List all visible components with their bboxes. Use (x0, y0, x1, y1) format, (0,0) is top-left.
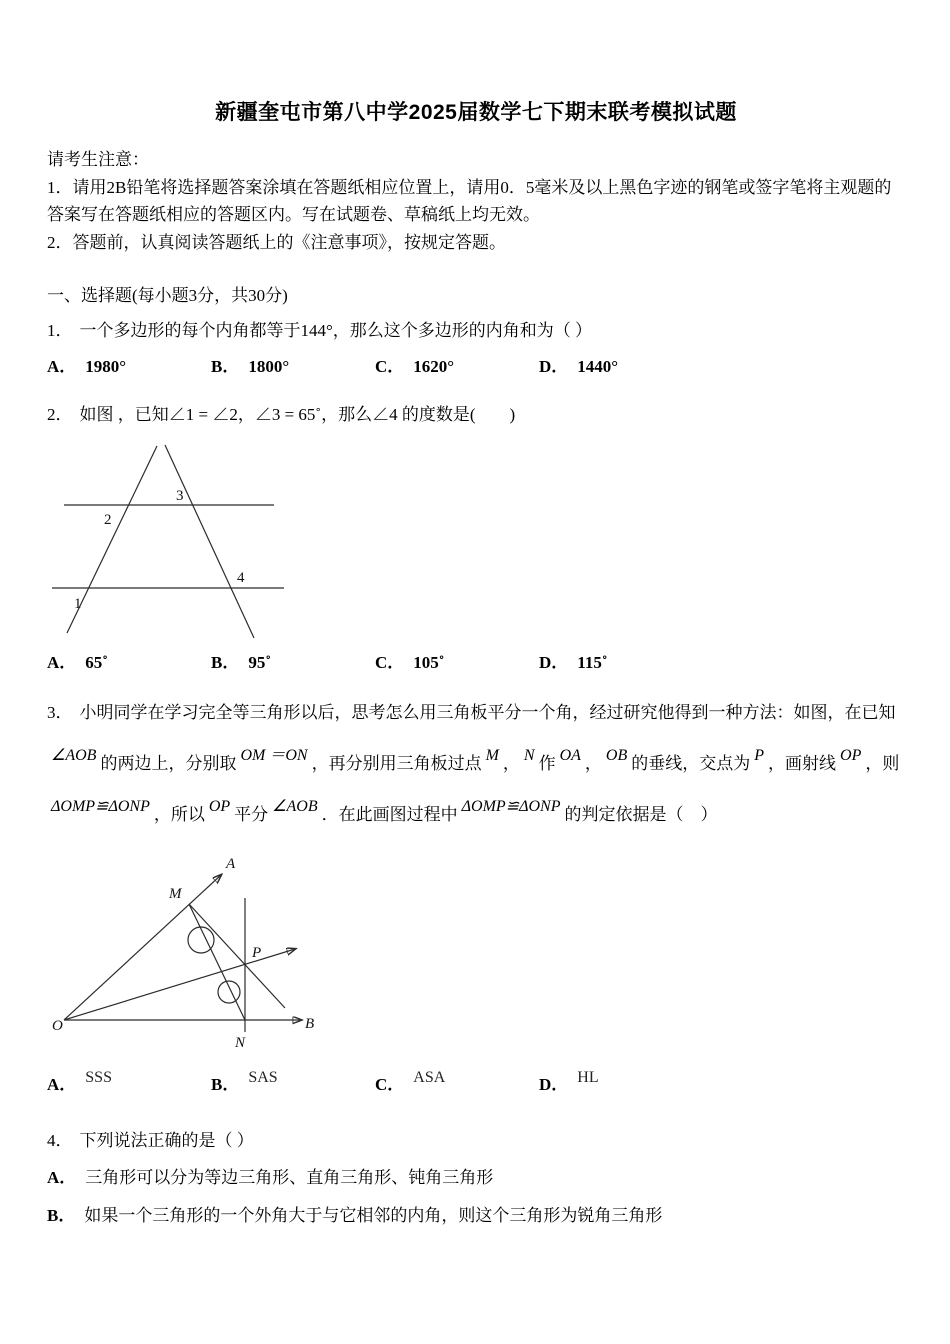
notice-heading: 请考生注意： (47, 150, 149, 170)
option-c (375, 1068, 539, 1099)
option-b-value: 如果一个三角形的一个外角大于与它相邻的内角，则这个三角形为锐角三角形 (84, 1205, 663, 1225)
q3-text-18: ，所以 (153, 804, 205, 824)
q3-text-12: 的垂线，交点为 (631, 753, 751, 773)
notice-item-1: 1．请用2B铅笔将选择题答案涂填在答题纸相应位置上，请用0．5毫米及以上黑色字迹的钢笔或签字笔将主观题的答案写在答题纸相应的答题区内。写在试题卷、草稿纸上均无效。 (47, 177, 892, 225)
option-d-value: 1440° (577, 357, 619, 377)
q3-text-24: 的判定依据是（ ） (564, 804, 718, 824)
question-4-option-a (47, 1164, 905, 1192)
point-m-label: M (169, 885, 182, 902)
q3-text-8: 作 (538, 753, 556, 773)
option-b-label: B． (47, 1205, 76, 1225)
question-3 (47, 687, 905, 840)
option-d-value: HL (577, 1068, 599, 1086)
option-b (211, 1068, 375, 1099)
q3-math-17: ΔOMP≌ΔONP (51, 797, 150, 815)
option-a (47, 1068, 211, 1099)
point-p-label: P (252, 944, 262, 961)
point-b-label: B (305, 1015, 315, 1032)
option-c-value: ASA (413, 1068, 446, 1086)
q3-text-2: 的两边上，分别取 (100, 753, 237, 773)
option-c-value: 105˚ (413, 653, 445, 673)
q3-math-21: ∠AOB (272, 797, 318, 815)
option-a-label: A． (47, 653, 77, 673)
point-n-label: N (235, 1034, 246, 1051)
question-4 (47, 1127, 905, 1155)
option-a (47, 353, 211, 381)
q3-math-5: M (485, 746, 499, 764)
option-d (539, 649, 905, 677)
question-4-option-b (47, 1202, 905, 1230)
question-2-number: 2． (47, 404, 73, 424)
construction-circle-1 (188, 927, 214, 953)
q3-text-6: ， (502, 753, 520, 773)
question-1-options (47, 353, 905, 381)
q3-math-7: N (523, 746, 535, 764)
angle-4-label: 4 (237, 570, 245, 587)
option-c-value: 1620° (413, 357, 455, 377)
option-d-label: D． (539, 357, 569, 377)
notice-item-2: 2．答题前，认真阅读答题纸上的《注意事项》，按规定答题。 (47, 232, 506, 252)
question-2-options (47, 649, 905, 677)
option-c (375, 649, 539, 677)
q3-text-20: 平分 (234, 804, 269, 824)
option-d-label: D． (539, 653, 569, 673)
option-a (47, 649, 211, 677)
question-3-options (47, 1068, 905, 1099)
question-4-text: 下列说法正确的是（ ） (79, 1130, 254, 1150)
option-a-value: SSS (85, 1068, 112, 1086)
option-c-label: C． (375, 653, 405, 673)
angle-2-label: 2 (104, 512, 112, 529)
q3-math-9: OA (559, 746, 581, 764)
angle-1-label: 1 (74, 596, 82, 613)
option-c-label: C． (375, 357, 405, 377)
option-b-value: 1800° (248, 357, 290, 377)
segment-mn (189, 904, 245, 1020)
section-heading: 一、选择题(每小题3分，共30分) (47, 286, 288, 306)
option-c (375, 353, 539, 381)
q3-math-1: ∠AOB (51, 746, 97, 764)
question-3-number: 3． (47, 702, 73, 722)
q3-text-4: ，再分别用三角板过点 (311, 753, 482, 773)
option-c-label: C． (375, 1074, 405, 1094)
option-b (211, 649, 375, 677)
q3-math-13: P (754, 746, 765, 764)
q3-text-22: ．在此画图过程中 (321, 804, 458, 824)
option-b-label: B． (211, 653, 240, 673)
option-a-label: A． (47, 1074, 77, 1094)
question-1 (47, 317, 905, 345)
q3-text-14: ，画射线 (768, 753, 837, 773)
option-d (539, 353, 905, 381)
option-a-value: 1980° (85, 357, 127, 377)
option-d-value: 115˚ (577, 653, 608, 673)
point-a-label: A (226, 855, 236, 872)
q3-text-10: ， (584, 753, 602, 773)
question-2-text: 如图 ，已知∠1 = ∠2，∠3 = 65˚，那么∠4 的度数是( ) (79, 404, 516, 424)
option-a-value: 三角形可以分为等边三角形、直角三角形、钝角三角形 (85, 1168, 494, 1188)
angle-3-label: 3 (176, 488, 184, 505)
ray-oa (64, 875, 221, 1020)
option-d-label: D． (539, 1074, 569, 1094)
right-transversal-line (165, 445, 254, 638)
option-d (539, 1068, 905, 1099)
q3-text-16: ，则 (865, 753, 900, 773)
option-b-label: B． (211, 1074, 240, 1094)
option-b-value: SAS (248, 1068, 278, 1086)
question-1-text: 一个多边形的每个内角都等于144°，那么这个多边形的内角和为（ ） (79, 320, 593, 340)
option-a-label: A． (47, 1168, 77, 1188)
q3-math-15: OP (840, 746, 862, 764)
option-b-value: 95˚ (248, 653, 272, 673)
question-4-number: 4． (47, 1130, 73, 1150)
figure-q3-angle-bisector (49, 852, 349, 1057)
q3-text-0: 小明同学在学习完全等三角形以后，思考怎么用三角板平分一个角，经过研究他得到一种方法：如图，在已知 (79, 702, 896, 722)
option-a-label: A． (47, 357, 77, 377)
option-b-label: B． (211, 357, 240, 377)
q3-math-3: OM ＝ON (240, 746, 308, 764)
figure-q2-parallel-lines (49, 440, 299, 640)
option-b (211, 353, 375, 381)
page-title: 新疆奎屯市第八中学2025届数学七下期末联考模拟试题 (215, 101, 737, 124)
q3-math-23: ΔOMP≌ΔONP (461, 797, 561, 815)
q3-math-19: OP (208, 797, 231, 815)
point-o-label: O (52, 1017, 63, 1034)
question-2 (47, 401, 905, 429)
q3-math-11: OB (605, 746, 628, 764)
construction-circle-2 (218, 981, 240, 1003)
option-a-value: 65˚ (85, 653, 108, 673)
question-1-number: 1． (47, 320, 73, 340)
